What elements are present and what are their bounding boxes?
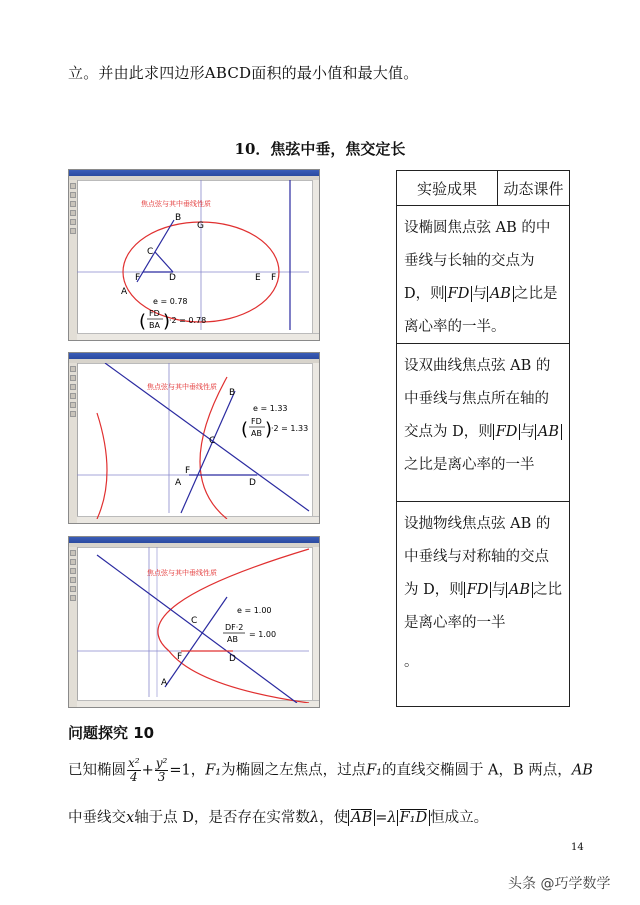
- figure-title: 焦点弦与其中垂线性质: [141, 200, 211, 208]
- symbol-lambda: λ: [309, 810, 320, 826]
- paren-left: (: [241, 419, 249, 440]
- ratio-tail: = 1.00: [249, 630, 277, 639]
- symbol-f1: F₁: [366, 762, 382, 779]
- page-number: 14: [571, 842, 584, 853]
- point-label-b: B: [175, 213, 182, 223]
- symbol-f1: F₁: [205, 762, 222, 779]
- table-row: [397, 344, 569, 502]
- abs-ab: AB: [535, 424, 562, 440]
- point-label-a: A: [161, 678, 168, 688]
- text: 已知椭圆: [68, 762, 126, 779]
- eccentricity-text: e = 0.78: [153, 297, 188, 306]
- abs-fd: FD: [493, 424, 521, 440]
- eccentricity-text: e = 1.00: [237, 606, 272, 615]
- text: ，使: [319, 810, 349, 826]
- ellipse-diagram: [77, 180, 315, 336]
- problem-line-1: [68, 757, 593, 784]
- intro-line: 立。并由此求四边形ABCD面积的最小值和最大值。: [68, 64, 419, 82]
- frac-den: 4: [129, 770, 138, 784]
- fraction-x: [127, 757, 141, 784]
- point-label-f: F: [177, 652, 183, 662]
- ratio-tail: ·2 = 0.78: [169, 316, 207, 325]
- section-title: 10．焦弦中垂，焦交定长: [234, 140, 406, 158]
- ratio-tail: ·2 = 1.33: [271, 424, 309, 433]
- symbol-x: x: [126, 810, 135, 826]
- point-label-c: C: [191, 616, 198, 626]
- point-label-d: D: [169, 273, 176, 283]
- row-text: 设椭圆焦点弦 AB 的中垂线与长轴的交点为 D，则: [404, 220, 551, 302]
- figure-parabola: [68, 536, 320, 708]
- plus-sign: +: [141, 762, 154, 779]
- header-result: 实验成果: [397, 171, 498, 205]
- point-label-d: D: [229, 654, 236, 664]
- vector-ab: AB: [351, 810, 373, 826]
- table-row: [397, 502, 569, 707]
- perpendicular-bisector: [155, 252, 173, 272]
- text: 为椭圆之左焦点，过点: [221, 762, 367, 779]
- paren-left: (: [139, 311, 147, 332]
- hyperbola-left-branch: [97, 413, 107, 519]
- point-label-b: B: [229, 388, 236, 398]
- row-text: 与: [491, 582, 506, 598]
- perpendicular-bisector: [97, 555, 297, 703]
- abs-ab: AB: [506, 582, 533, 598]
- eccentricity-text: e = 1.33: [253, 404, 288, 413]
- vector-f1d: F₁D: [399, 810, 428, 826]
- row-tail: 。: [404, 654, 419, 670]
- point-label-c: C: [147, 247, 154, 257]
- row-text: 与: [520, 424, 535, 440]
- header-courseware: 动态课件: [503, 179, 564, 198]
- ratio-numerator: DF·2: [225, 623, 244, 632]
- paren-right: ): [163, 311, 171, 332]
- row-text: 设双曲线焦点弦 AB 的中垂线与焦点所在轴的交点为 D，则: [404, 358, 551, 440]
- problem-title: 问题探究 10: [68, 724, 155, 742]
- point-label-g: G: [197, 221, 204, 231]
- row-text: 之比是离心率的一半。: [404, 286, 558, 335]
- row-text: 之比是离心率的一半: [404, 457, 535, 473]
- point-label-f2: F: [271, 273, 277, 283]
- figure-hyperbola: [68, 352, 320, 524]
- table-row: [397, 206, 569, 344]
- paren-right: ): [265, 419, 273, 440]
- ratio-denominator: AB: [227, 635, 238, 644]
- row-text: 设抛物线焦点弦 AB 的中垂线与对称轴的交点为 D，则: [404, 516, 551, 598]
- parabola-diagram: [77, 547, 315, 703]
- ratio-denominator: BA: [149, 321, 160, 330]
- ratio-numerator: FD: [251, 417, 262, 426]
- equals: =: [375, 810, 388, 826]
- fraction-y: [155, 757, 169, 784]
- frac-den: 3: [157, 770, 166, 784]
- text: 轴于点 D，是否存在实常数: [134, 810, 310, 826]
- point-label-a: A: [175, 478, 182, 488]
- point-label-e: E: [255, 273, 261, 283]
- frac-num: y²: [155, 756, 168, 770]
- point-label-f1: F: [135, 273, 141, 283]
- figure-ellipse: [68, 169, 320, 341]
- ratio-numerator: FD: [149, 309, 160, 318]
- symbol-lambda: λ: [387, 810, 397, 826]
- point-label-f: F: [185, 466, 191, 476]
- point-label-a: A: [121, 287, 128, 297]
- text: 恒成立。: [430, 810, 489, 826]
- problem-line-2: [68, 806, 488, 827]
- results-table: [396, 170, 570, 707]
- table-header: [397, 171, 569, 206]
- focal-chord: [165, 597, 227, 687]
- row-text: 之比是离心率的一半: [404, 582, 563, 631]
- watermark: 头条 @巧学数学: [508, 876, 611, 892]
- symbol-ab: AB: [571, 762, 593, 779]
- ratio-denominator: AB: [251, 429, 262, 438]
- figure-title: 焦点弦与其中垂线性质: [147, 383, 217, 391]
- text: 中垂线交: [68, 810, 126, 826]
- hyperbola-diagram: [77, 363, 315, 519]
- abs-fd: FD: [445, 286, 473, 302]
- abs-ab: AB: [487, 286, 514, 302]
- frac-num: x²: [128, 756, 140, 770]
- text: 的直线交椭圆于 A，B 两点，: [381, 762, 572, 779]
- equals: =1，: [169, 762, 206, 779]
- point-label-d: D: [249, 478, 256, 488]
- figure-title: 焦点弦与其中垂线性质: [147, 569, 217, 577]
- abs-fd: FD: [464, 582, 492, 598]
- row-text: 与: [472, 286, 487, 302]
- point-label-c: C: [209, 436, 216, 446]
